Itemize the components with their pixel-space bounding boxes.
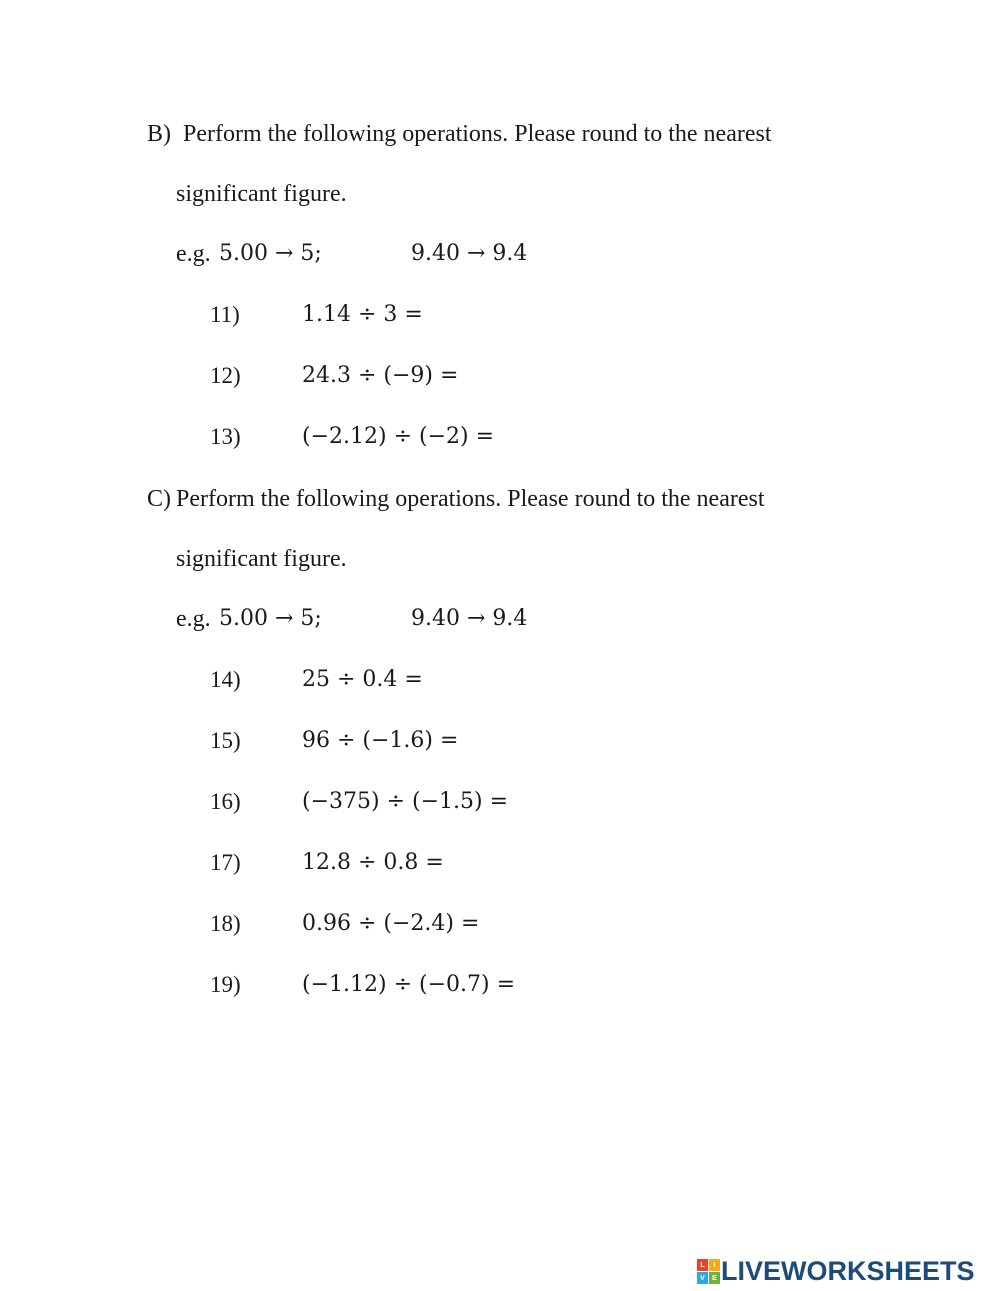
section-c-instruction-line1: Perform the following operations. Please round to the nearest (176, 486, 765, 512)
logo-text: LIVEWORKSHEETS (721, 1255, 975, 1286)
section-b-instruction-line1: Perform the following operations. Please round to the nearest (183, 121, 772, 147)
problem-expression: 1.14 ÷ 3 = (302, 302, 423, 327)
logo-mark-tile: I (709, 1259, 720, 1271)
logo-mark-tile: E (709, 1272, 720, 1284)
problem-number: 16) (210, 789, 241, 814)
liveworksheets-logo[interactable] (697, 1256, 975, 1286)
problem-number: 15) (210, 728, 241, 753)
example-label: e.g. (176, 606, 211, 632)
example-second: 9.40 → 9.4 (411, 606, 528, 631)
problem-number: 18) (210, 911, 241, 936)
problem-expression: (−375) ÷ (−1.5) = (302, 789, 509, 814)
problem-expression: 12.8 ÷ 0.8 = (302, 850, 444, 875)
logo-mark-tile: V (697, 1272, 708, 1284)
section-c-letter: C) (147, 486, 171, 512)
problem-expression: 24.3 ÷ (−9) = (302, 363, 459, 388)
problem-number: 12) (210, 363, 241, 388)
section-c-instruction-line2: significant figure. (176, 546, 347, 572)
problem-expression: 96 ÷ (−1.6) = (302, 728, 459, 753)
example-second: 9.40 → 9.4 (411, 241, 528, 266)
example-first: 5.00 → 5; (219, 241, 322, 266)
problem-expression: (−1.12) ÷ (−0.7) = (302, 972, 516, 997)
logo-mark-icon (697, 1259, 719, 1283)
problem-number: 14) (210, 667, 241, 692)
problem-expression: (−2.12) ÷ (−2) = (302, 424, 495, 449)
section-b-letter: B) (147, 121, 171, 147)
example-label: e.g. (176, 241, 211, 267)
problem-number: 17) (210, 850, 241, 875)
example-first: 5.00 → 5; (219, 606, 322, 631)
problem-number: 19) (210, 972, 241, 997)
logo-mark-tile: L (697, 1259, 708, 1271)
problem-expression: 25 ÷ 0.4 = (302, 667, 423, 692)
problem-number: 11) (210, 302, 240, 327)
problem-number: 13) (210, 424, 241, 449)
problem-expression: 0.96 ÷ (−2.4) = (302, 911, 480, 936)
section-b-instruction-line2: significant figure. (176, 181, 347, 207)
